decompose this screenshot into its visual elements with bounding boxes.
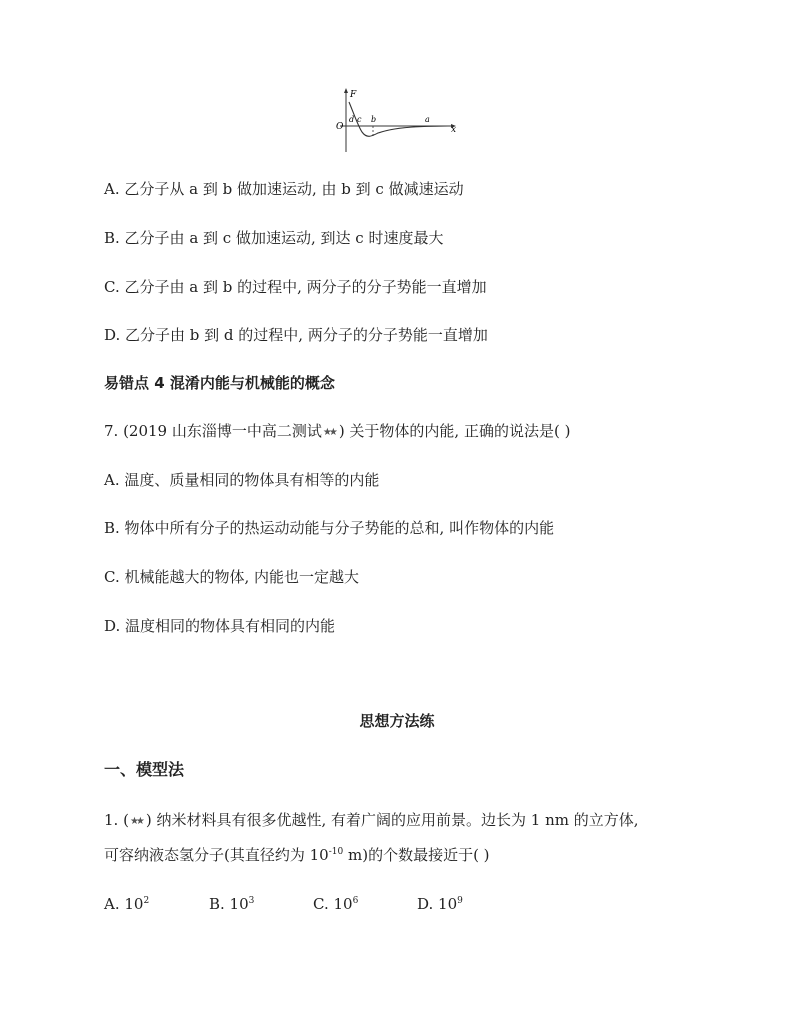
q1-option-b — [209, 895, 254, 913]
axis-x-label: x — [451, 125, 457, 135]
q7-stem — [104, 421, 570, 443]
q6-option-c: C. 乙分子由 a 到 b 的过程中, 两分子的分子势能一直增加 — [104, 278, 487, 296]
origin-label: O — [336, 122, 344, 132]
force-distance-figure — [334, 86, 464, 156]
q1-prefix: 1. ( — [104, 811, 129, 829]
q1-option-b-label: B. 10 — [209, 895, 249, 913]
methods-subtitle: 一、模型法 — [104, 760, 185, 779]
q1-option-a-exp: 2 — [143, 896, 150, 906]
q7-option-a: A. 温度、质量相同的物体具有相等的内能 — [104, 471, 380, 489]
q1-text-line2-a: 可容纳液态氢分子(其直径约为 10 — [104, 846, 329, 864]
q6-option-b: B. 乙分子由 a 到 c 做加速运动, 到达 c 时速度最大 — [104, 229, 444, 247]
point-b-label: b — [371, 115, 377, 124]
q1-option-c-exp: 6 — [352, 896, 359, 906]
difficulty-stars-icon: ★★ — [129, 816, 142, 827]
q1-text-line1: ) 纳米材料具有很多优越性, 有着广阔的应用前景。边长为 1 nm 的立方体, — [145, 811, 639, 829]
q1-option-d-label: D. 10 — [417, 895, 458, 913]
q1-option-a-label: A. 10 — [104, 895, 144, 913]
q1-option-a — [104, 895, 149, 913]
q1-text-line2-b: m)的个数最接近于( ) — [343, 846, 490, 864]
q1-option-d — [417, 895, 463, 913]
q1-option-c-label: C. 10 — [313, 895, 353, 913]
section-4-heading: 易错点 4 混淆内能与机械能的概念 — [104, 374, 335, 392]
point-a-label: a — [425, 115, 430, 124]
q1-option-d-exp: 9 — [457, 896, 463, 906]
difficulty-stars-icon: ★★ — [322, 427, 335, 438]
q1-stem-line1 — [104, 810, 639, 832]
q1-exponent: -10 — [328, 847, 344, 857]
q6-option-d: D. 乙分子由 b 到 d 的过程中, 两分子的分子势能一直增加 — [104, 326, 488, 344]
q1-option-c — [313, 895, 358, 913]
point-d-label: d — [349, 115, 355, 124]
y-axis-arrow — [344, 88, 348, 93]
point-c-label: c — [357, 115, 362, 124]
q7-option-c: C. 机械能越大的物体, 内能也一定越大 — [104, 568, 360, 586]
axis-y-label: F — [350, 90, 357, 100]
methods-title: 思想方法练 — [359, 712, 435, 730]
q7-option-b: B. 物体中所有分子的热运动动能与分子势能的总和, 叫作物体的内能 — [104, 519, 555, 537]
q1-stem-line2 — [104, 845, 490, 865]
q7-source: 7. (2019 山东淄博一中高二测试 — [104, 422, 322, 440]
q1-option-b-exp: 3 — [248, 896, 255, 906]
q6-option-a: A. 乙分子从 a 到 b 做加速运动, 由 b 到 c 做减速运动 — [104, 180, 464, 198]
force-curve — [349, 102, 448, 136]
q7-question: ) 关于物体的内能, 正确的说法是( ) — [338, 422, 571, 440]
q7-option-d: D. 温度相同的物体具有相同的内能 — [104, 617, 336, 635]
